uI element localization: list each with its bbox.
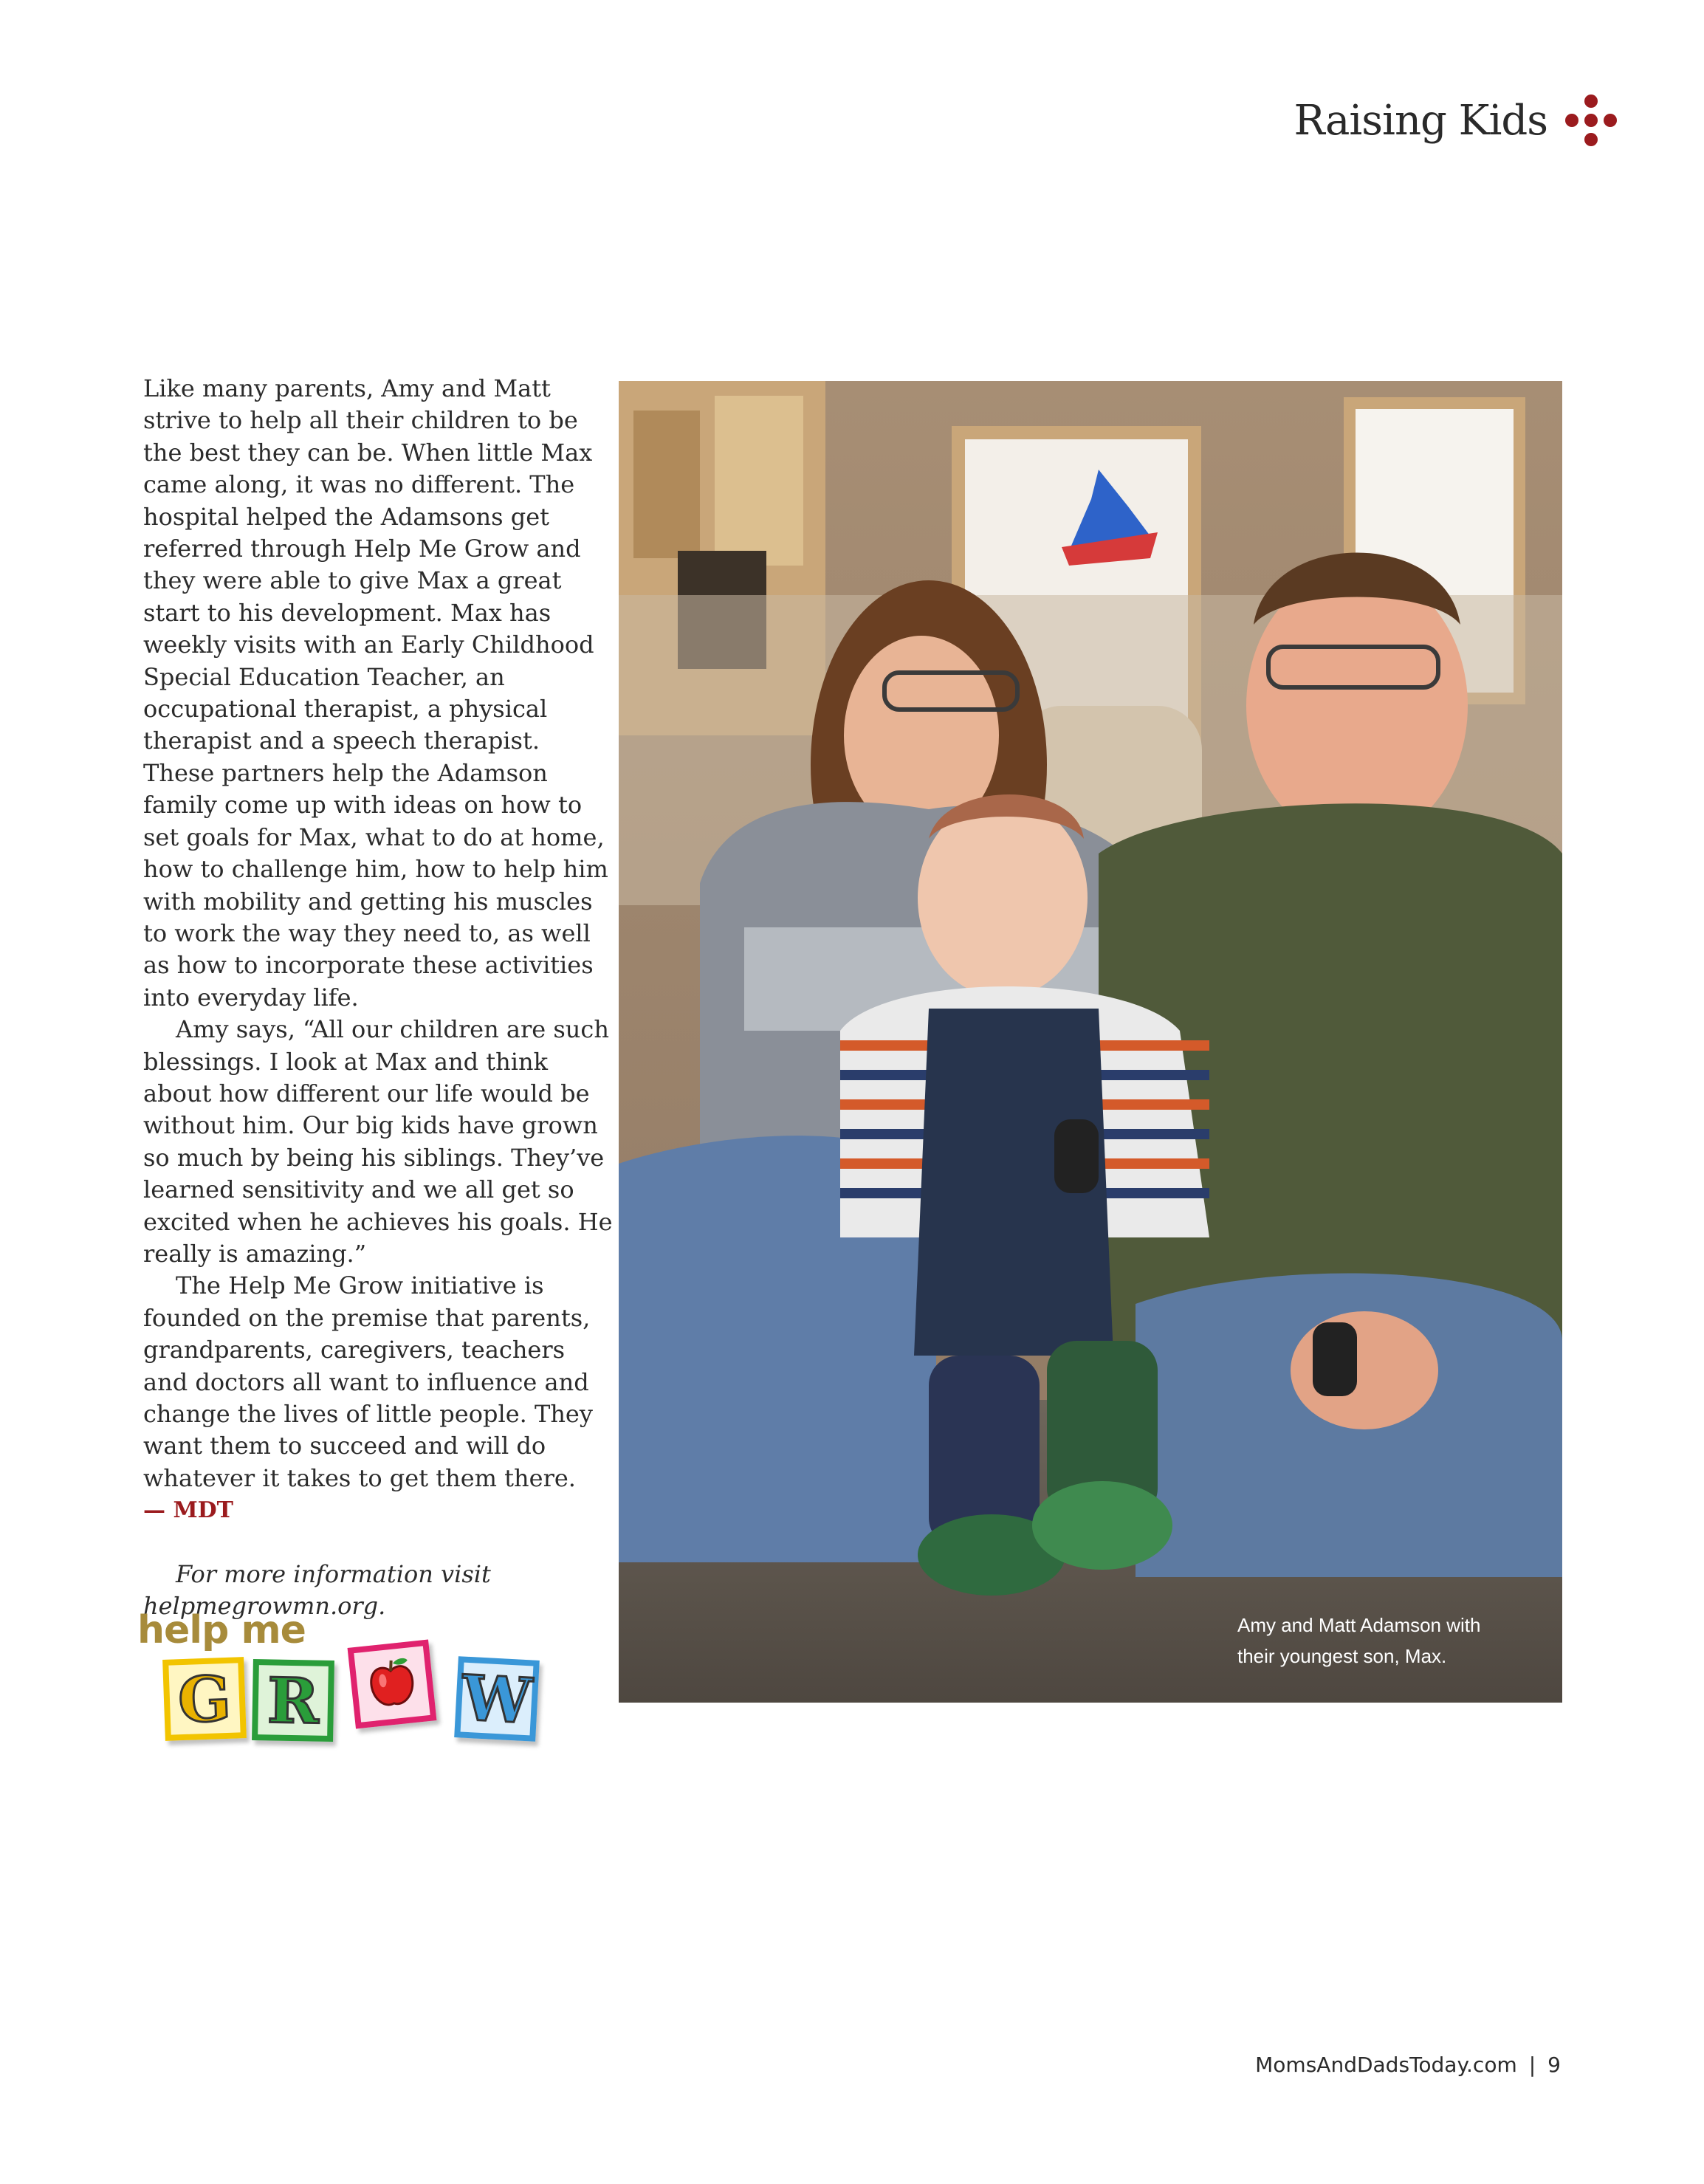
caption-line: their youngest son, Max. (1237, 1645, 1447, 1667)
article-body (143, 373, 616, 1622)
info-link[interactable]: helpmegrowmn.org. (143, 1592, 386, 1621)
family-photo-image (619, 381, 1562, 1703)
flower-icon (1565, 95, 1617, 146)
logo-text: help me (137, 1608, 306, 1652)
article-signoff: — MDT (143, 1497, 233, 1524)
info-line: For more information visit (176, 1559, 491, 1588)
photo-caption (1237, 1610, 1480, 1672)
help-me-grow-logo (137, 1608, 558, 1756)
page-number: 9 (1547, 2053, 1561, 2077)
footer-separator: | (1528, 2053, 1536, 2077)
logo-block-g: G (162, 1657, 247, 1741)
article-paragraph: Amy says, “All our children are such blessings. I look at Max and think about how different our life would be without him. Our big kids have grown so much by being his siblings. They’ve learned sensitivity and we all get so excited when he achieves his goals. He really is amazing.” (143, 1015, 613, 1268)
article-paragraph: The Help Me Grow initiative is founded on the premise that parents, grandparents, caregivers, teachers and doctors all want to influence and change the lives of little people. They want them to succeed and will do whatever it takes to get them there. (143, 1271, 593, 1492)
article-paragraph: Like many parents, Amy and Matt strive to help all their children to be the best they can be. When little Max came along, it was no different. The hospital helped the Adamsons get referred through Help Me Grow and they were able to give Max a great start to his development. Max has weekly visits with an Early Childhood Special Education Teacher, an occupational therapist, a physical therapist and a speech therapist. These partners help the Adamson family come up with ideas on how to set goals for Max, what to do at home, how to challenge him, how to help him with mobility and getting his muscles to work the way they need to, as well as how to incorporate these activities into everyday life. (143, 374, 608, 1012)
page-footer (1255, 2053, 1561, 2077)
apple-icon (360, 1652, 425, 1717)
logo-block-w: W (454, 1656, 540, 1742)
logo-block-r: R (252, 1659, 334, 1742)
logo-block-apple (348, 1640, 437, 1729)
caption-line: Amy and Matt Adamson with (1237, 1614, 1481, 1636)
family-photo (619, 381, 1562, 1703)
section-header (1294, 95, 1617, 146)
section-title: Raising Kids (1294, 96, 1547, 145)
footer-site[interactable]: MomsAndDadsToday.com (1255, 2053, 1517, 2077)
